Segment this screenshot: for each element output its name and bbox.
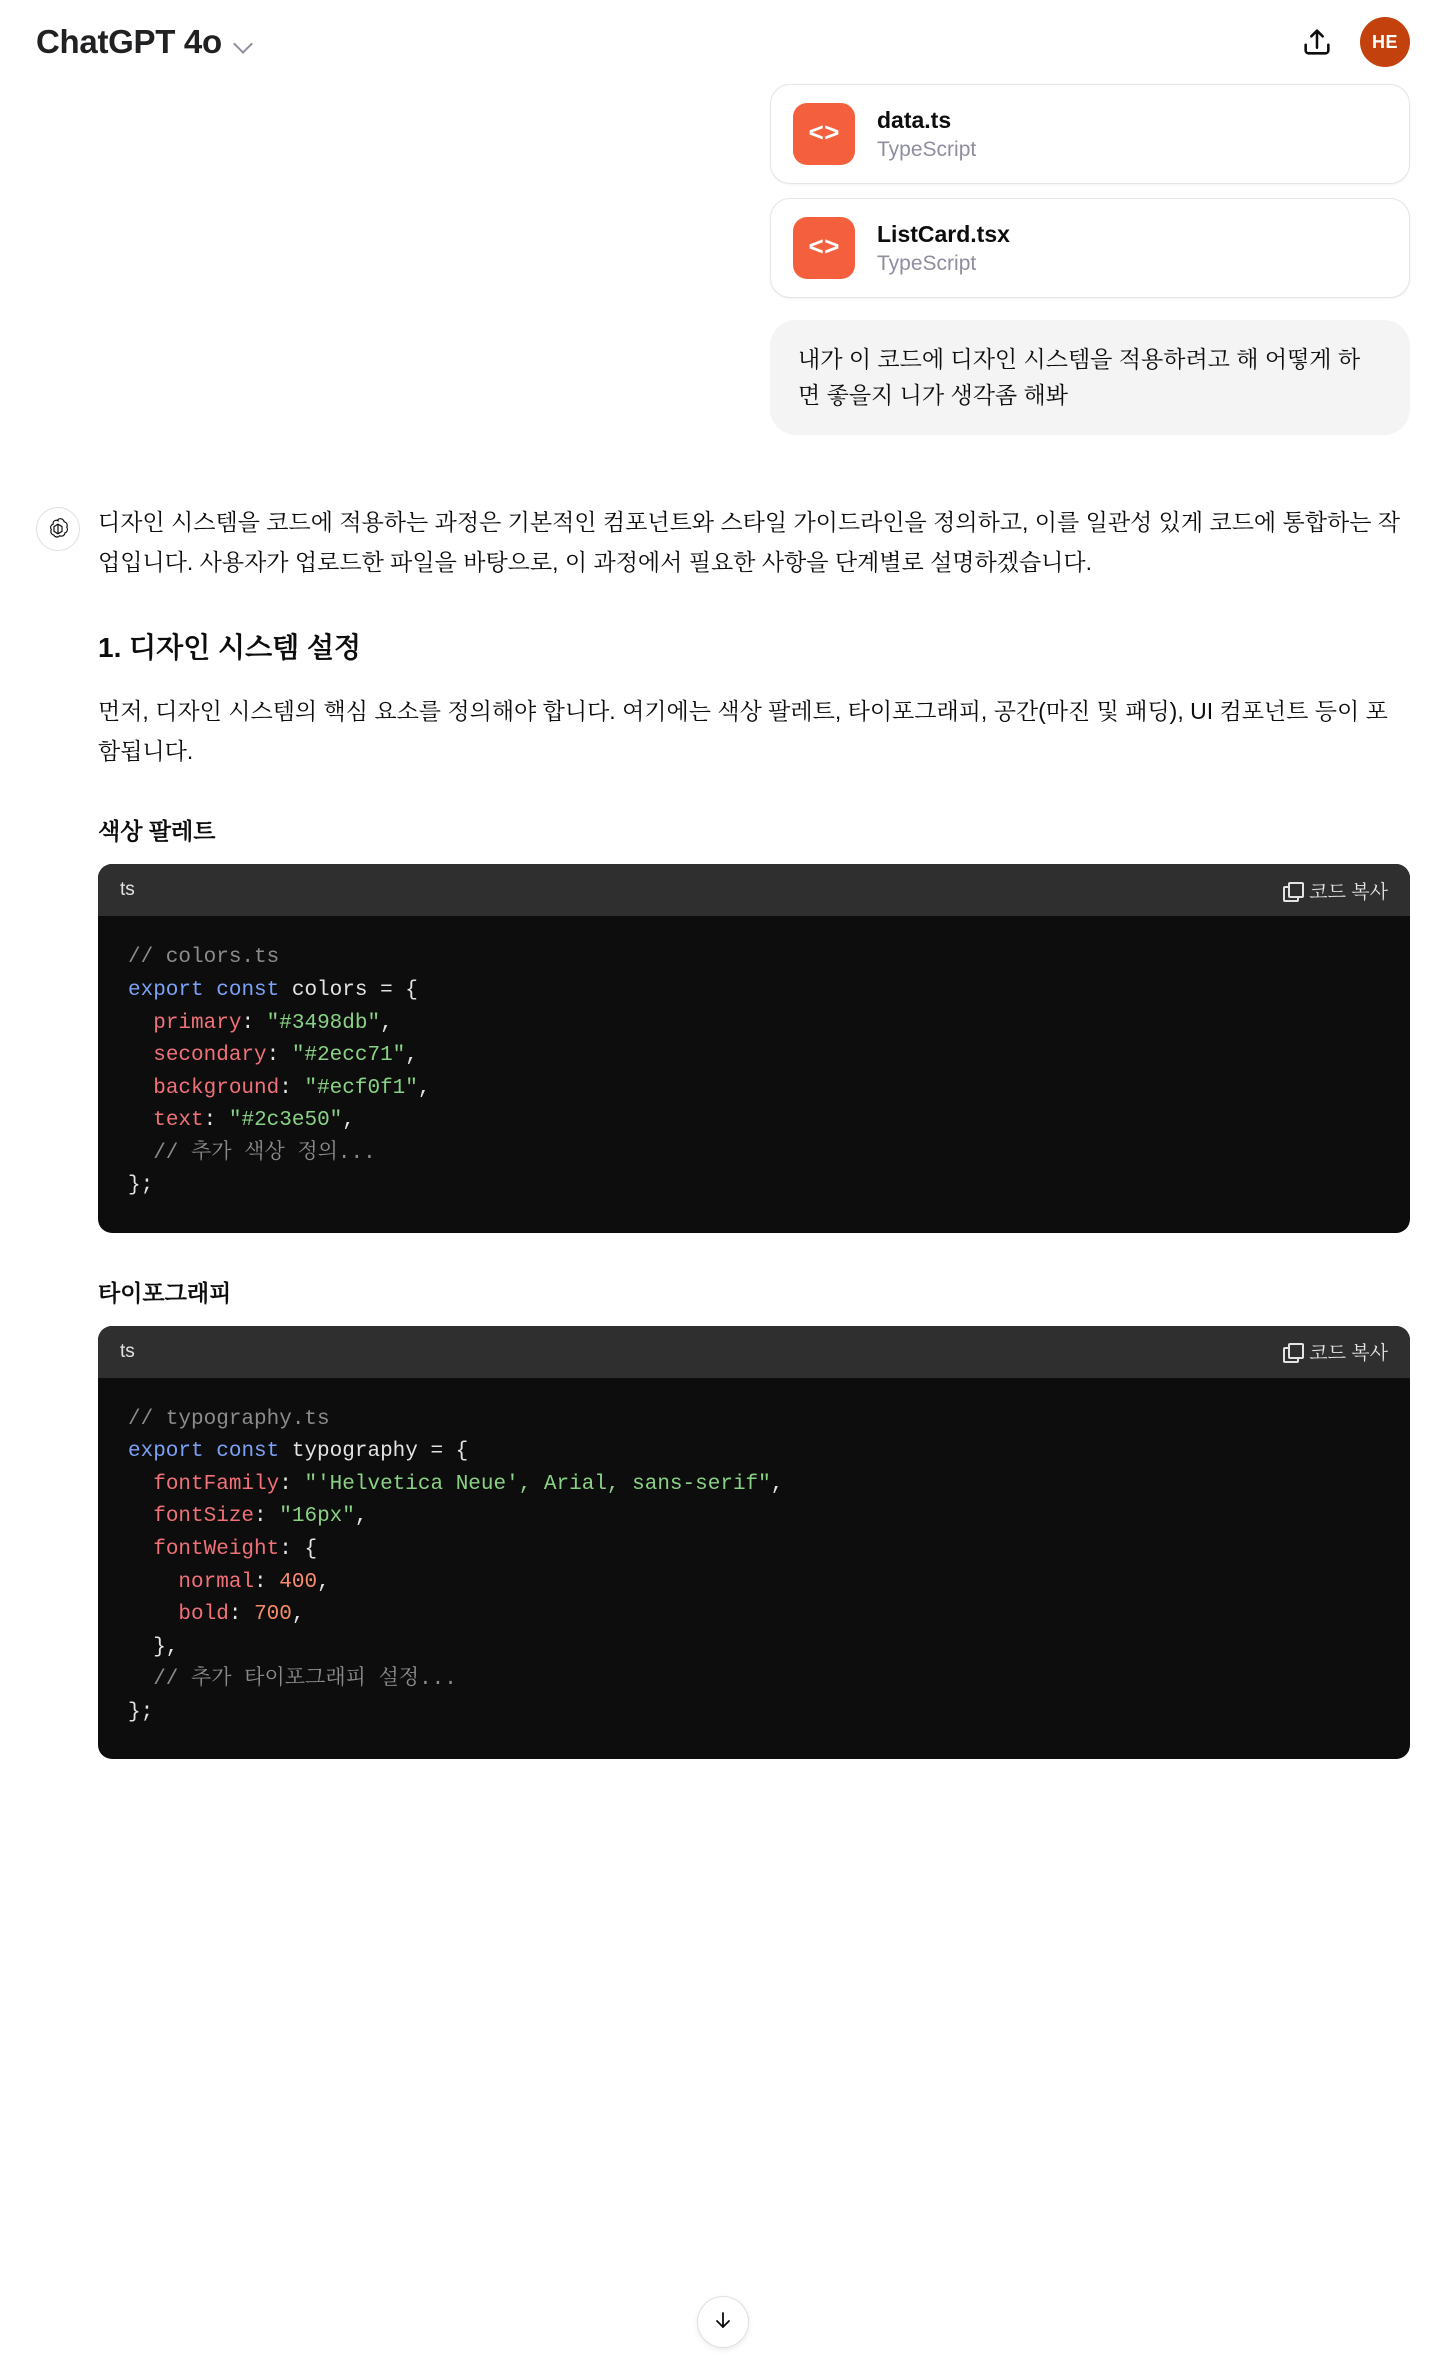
attachment-card[interactable] — [770, 198, 1410, 298]
chevron-down-icon — [234, 34, 254, 54]
header-actions — [1300, 17, 1410, 67]
copy-code-label: 코드 복사 — [1309, 1343, 1388, 1365]
openai-logo-icon — [36, 507, 80, 551]
assistant-message — [98, 503, 1410, 1767]
code-block-header — [98, 864, 1410, 916]
app-header — [0, 0, 1446, 84]
copy-code-label: 코드 복사 — [1309, 881, 1388, 903]
subheading-typography: 타이포그래피 — [98, 1279, 232, 1306]
section-1-body: 먼저, 디자인 시스템의 핵심 요소를 정의해야 합니다. 여기에는 색상 팔레트, 타이포그래피, 공간(마진 및 패딩), UI 컴포넌트 등이 포함됩니다. — [98, 698, 1388, 764]
avatar[interactable]: HE — [1360, 17, 1410, 67]
attachment-meta — [877, 107, 976, 162]
code-language-label: ts — [120, 879, 135, 901]
code-content[interactable]: // typography.ts export const typography = { fontFamily: "'Helvetica Neue', Arial, sans-serif", fontSize: "16px", fontWeight: { normal: 400, bold: 700, }, // 추가 타이포그래피 설정... }; — [128, 1407, 784, 1724]
user-message: 내가 이 코드에 디자인 시스템을 적용하려고 해 어떻게 하면 좋을지 니가 생각좀 해봐 — [770, 320, 1410, 435]
attachment-meta — [877, 221, 1010, 276]
code-file-icon: <> — [793, 103, 855, 165]
code-language-label: ts — [120, 1340, 135, 1362]
attachment-card[interactable] — [770, 84, 1410, 184]
copy-icon — [1283, 882, 1300, 899]
arrow-down-icon — [711, 2308, 735, 2337]
section-heading-1: 1. 디자인 시스템 설정 — [98, 632, 362, 664]
code-content[interactable]: // colors.ts export const colors = { primary: "#3498db", secondary: "#2ecc71", background: "#ecf0f1", text: "#2c3e50", // 추가 색상 정의... }; — [128, 946, 431, 1198]
code-block — [98, 864, 1410, 1232]
copy-code-button[interactable] — [1283, 877, 1388, 904]
assistant-message-row — [36, 503, 1410, 1767]
attachment-name: ListCard.tsx — [877, 220, 1010, 247]
attachment-name: data.ts — [877, 106, 952, 133]
assistant-intro-paragraph: 디자인 시스템을 코드에 적용하는 과정은 기본적인 컴포넌트와 스타일 가이드라인을 정의하고, 이를 일관성 있게 코드에 통합하는 작업입니다. 사용자가 업로드한 파일을 바탕으로, 이 과정에서 필요한 사항을 단계별로 설명하겠습니다. — [98, 509, 1401, 575]
code-file-icon: <> — [793, 217, 855, 279]
user-message-row — [36, 320, 1410, 435]
model-label: ChatGPT 4o — [36, 23, 222, 60]
model-selector[interactable] — [36, 23, 254, 61]
copy-icon — [1283, 1343, 1300, 1360]
share-upload-icon[interactable] — [1300, 25, 1334, 59]
conversation — [0, 84, 1446, 1767]
code-block-header — [98, 1326, 1410, 1378]
code-block — [98, 1326, 1410, 1759]
attachment-type: TypeScript — [877, 251, 977, 275]
attachment-type: TypeScript — [877, 137, 977, 161]
subheading-color-palette: 색상 팔레트 — [98, 818, 216, 845]
scroll-to-bottom-button[interactable] — [697, 2296, 749, 2348]
attachment-list — [36, 84, 1410, 298]
copy-code-button[interactable] — [1283, 1338, 1388, 1365]
